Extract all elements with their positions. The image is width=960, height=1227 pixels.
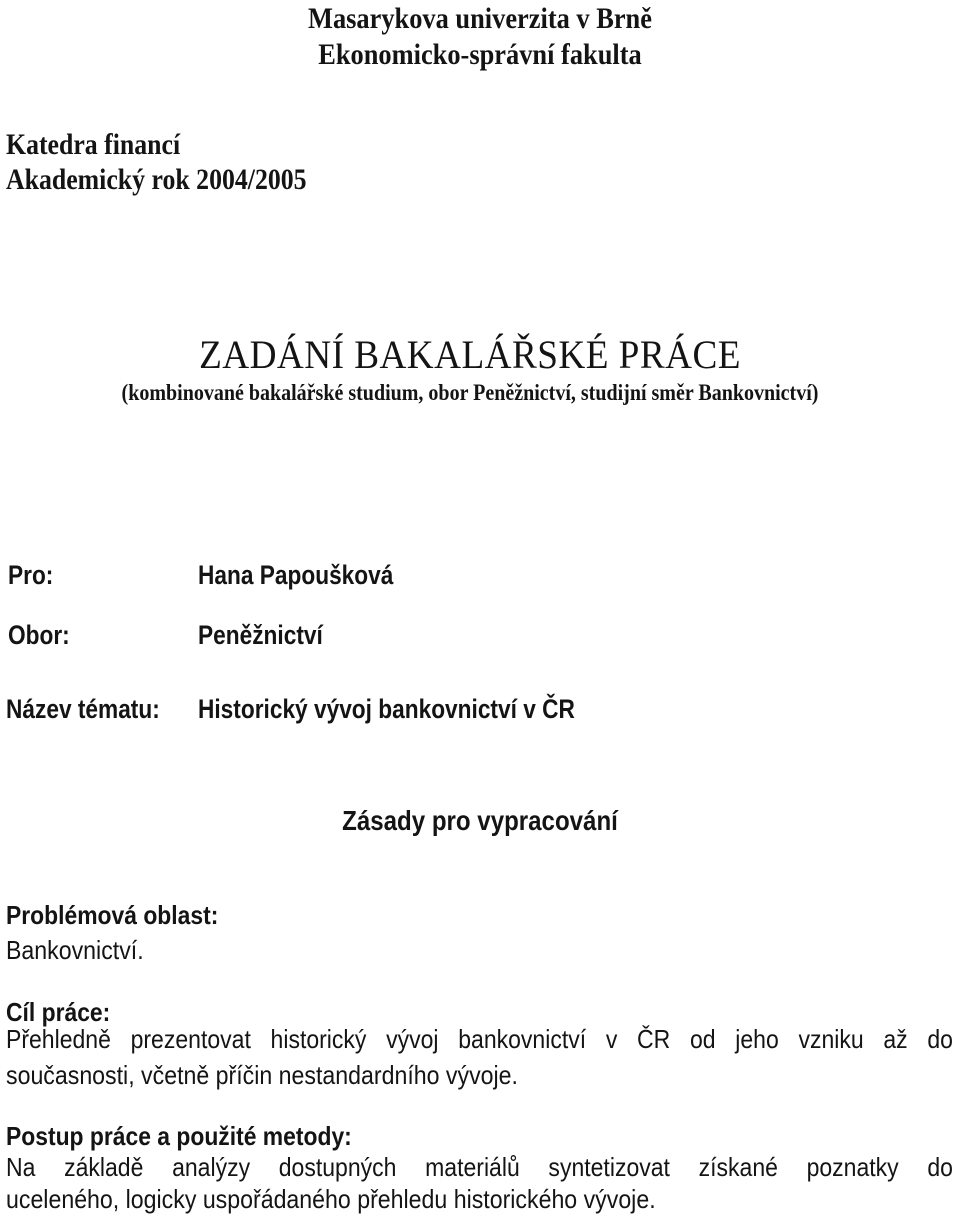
pro-label: Pro: <box>8 560 54 590</box>
goal-text-line-2: současnosti, včetně příčin nestandardního vývoje. <box>6 1060 518 1090</box>
department-name: Katedra financí <box>6 128 181 161</box>
problem-area-text: Bankovnictví. <box>6 935 144 965</box>
topic-label: Název tématu: <box>6 694 160 724</box>
obor-label: Obor: <box>8 620 70 650</box>
field-of-study: Peněžnictví <box>198 620 323 650</box>
method-text-line-1: Na základě analýzy dostupných materiálů syntetizovat získané poznatky do <box>6 1152 953 1182</box>
document-subtitle: (kombinované bakalářské studium, obor Peněžnictví, studijní směr Bankovnictví) <box>121 380 819 405</box>
topic-title: Historický vývoj bankovnictví v ČR <box>198 694 575 724</box>
goal-label: Cíl práce: <box>6 997 111 1027</box>
student-name: Hana Papoušková <box>198 560 394 590</box>
method-label: Postup práce a použité metody: <box>6 1121 352 1151</box>
university-name: Masarykova univerzita v Brně <box>308 2 652 35</box>
problem-area-label: Problémová oblast: <box>6 900 219 930</box>
academic-year: Akademický rok 2004/2005 <box>6 163 307 196</box>
method-text-line-2: uceleného, logicky uspořádaného přehledu historického vývoje. <box>6 1184 656 1214</box>
document-title: ZADÁNÍ BAKALÁŘSKÉ PRÁCE <box>199 332 741 377</box>
goal-text-line-1: Přehledně prezentovat historický vývoj bankovnictví v ČR od jeho vzniku až do <box>6 1024 953 1054</box>
faculty-name: Ekonomicko-správní fakulta <box>318 38 642 71</box>
principles-heading: Zásady pro vypracování <box>342 805 618 836</box>
